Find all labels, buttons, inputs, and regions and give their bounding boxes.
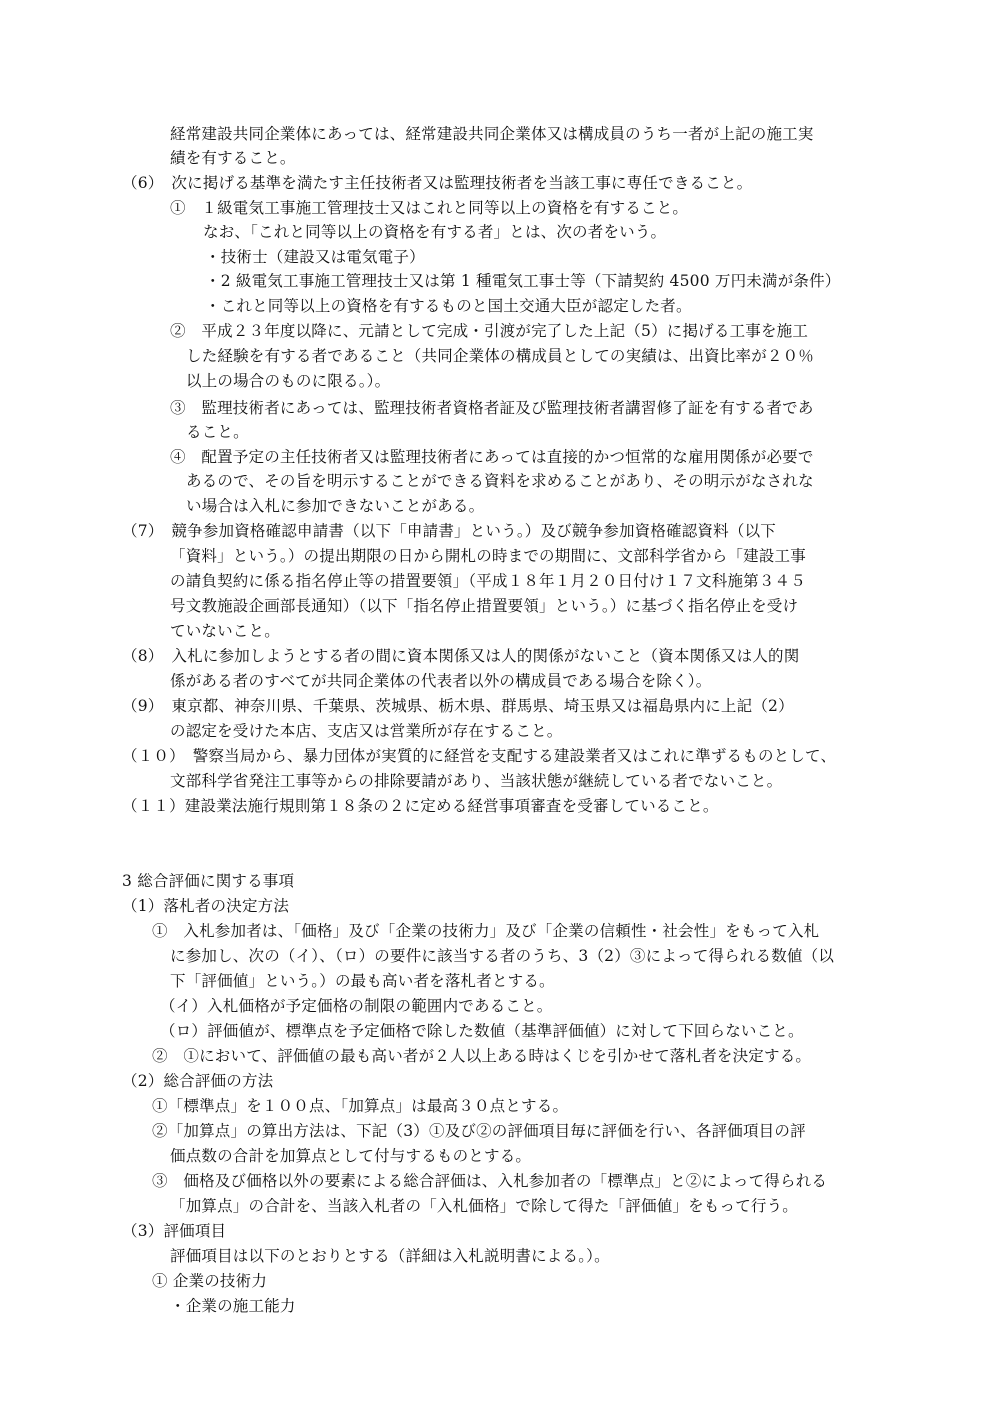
text-line: の認定を受けた本店、支店又は営業所が存在すること。	[170, 722, 563, 740]
text-line: に参加し、次の（イ）、（ロ）の要件に該当する者のうち、3（2）③によって得られる数値（以	[170, 947, 835, 965]
text-line: ②「加算点」の算出方法は、下記（3）①及び②の評価項目毎に評価を行い、各評価項目の評	[152, 1122, 806, 1140]
text-line: い場合は入札に参加できないことがある。	[186, 497, 485, 515]
text-line: 下「評価値」という。）の最も高い者を落札者とする。	[170, 972, 555, 990]
text-line: 「加算点」の合計を、当該入札者の「入札価格」で除して得た「評価値」をもって行う。	[170, 1197, 799, 1215]
item-heading: （6） 次に掲げる基準を満たす主任技術者又は監理技術者を当該工事に専任できること。	[122, 174, 753, 192]
text-line: 績を有すること。	[170, 149, 296, 167]
section-heading: 3 総合評価に関する事項	[122, 872, 295, 890]
text-line: ② 平成２３年度以降に、元請として完成・引渡が完了した上記（5）に掲げる工事を施工	[170, 322, 809, 340]
text-line: 以上の場合のものに限る。）。	[186, 372, 391, 390]
text-line: 経常建設共同企業体にあっては、経常建設共同企業体又は構成員のうち一者が上記の施工実	[170, 125, 814, 143]
text-line: ・2 級電気工事施工管理技士又は第 1 種電気工事士等（下請契約 4500 万円未満が条件）	[205, 272, 841, 290]
text-line: （イ）入札価格が予定価格の制限の範囲内であること。	[160, 997, 553, 1015]
text-line: ③ 監理技術者にあっては、監理技術者資格者証及び監理技術者講習修了証を有する者であ	[170, 399, 814, 417]
text-line: ③ 価格及び価格以外の要素による総合評価は、入札参加者の「標準点」と②によって得られる	[152, 1172, 828, 1190]
text-line: ・技術士（建設又は電気電子）	[205, 248, 425, 266]
text-line: の請負契約に係る指名停止等の措置要領」（平成１８年１月２０日付け１７文科施第３４５	[170, 572, 806, 590]
text-line: ること。	[186, 423, 249, 441]
item-heading: （8） 入札に参加しようとする者の間に資本関係又は人的関係がないこと（資本関係又は人的関	[122, 647, 800, 665]
text-line: ① 入札参加者は、「価格」及び「企業の技術力」及び「企業の信頼性・社会性」をもって入札	[152, 922, 820, 940]
item-heading: （１１）建設業法施行規則第１８条の２に定める経営事項審査を受審していること。	[122, 797, 719, 815]
text-line: した経験を有する者であること（共同企業体の構成員としての実績は、出資比率が２０％	[186, 347, 815, 365]
text-line: ていないこと。	[170, 622, 280, 640]
text-line: 号文教施設企画部長通知）（以下「指名停止措置要領」という。）に基づく指名停止を受け	[170, 597, 799, 615]
text-line: 「資料」という。）の提出期限の日から開札の時までの期間に、文部科学省から「建設工事	[170, 547, 806, 565]
subsection-heading: （3）評価項目	[122, 1222, 227, 1240]
item-heading: （9） 東京都、神奈川県、千葉県、茨城県、栃木県、群馬県、埼玉県又は福島県内に上記（2）	[122, 697, 794, 715]
text-line: 価点数の合計を加算点として付与するものとする。	[170, 1147, 532, 1165]
item-heading: （１０） 警察当局から、暴力団体が実質的に経営を支配する建設業者又はこれに準ずるものとして、	[122, 747, 837, 765]
subsection-heading: （2）総合評価の方法	[122, 1072, 274, 1090]
text-line: ④ 配置予定の主任技術者又は監理技術者にあっては直接的かつ恒常的な雇用関係が必要で	[170, 448, 814, 466]
item-heading: （7） 競争参加資格確認申請書（以下「申請書」という。）及び競争参加資格確認資料（以下	[122, 522, 776, 540]
text-line: ② ①において、評価値の最も高い者が２人以上ある時はくじを引かせて落札者を決定する。	[152, 1047, 812, 1065]
text-line: あるので、その旨を明示することができる資料を求めることがあり、その明示がなされな	[186, 472, 814, 490]
subsection-heading: （1）落札者の決定方法	[122, 897, 290, 915]
text-line: 文部科学省発注工事等からの排除要請があり、当該状態が継続している者でないこと。	[170, 772, 783, 790]
text-line: 評価項目は以下のとおりとする（詳細は入札説明書による。）。	[170, 1247, 610, 1265]
text-line: ・これと同等以上の資格を有するものと国土交通大臣が認定した者。	[205, 297, 692, 315]
text-line: なお、「これと同等以上の資格を有する者」とは、次の者をいう。	[203, 223, 667, 241]
text-line: 係がある者のすべてが共同企業体の代表者以外の構成員である場合を除く）。	[170, 672, 712, 690]
text-line: ① １級電気工事施工管理技士又はこれと同等以上の資格を有すること。	[170, 199, 689, 217]
text-line: ① 企業の技術力	[152, 1272, 268, 1290]
text-line: ・企業の施工能力	[170, 1297, 296, 1315]
text-line: ①「標準点」を１００点、「加算点」は最高３０点とする。	[152, 1097, 569, 1115]
text-line: （ロ）評価値が、標準点を予定価格で除した数値（基準評価値）に対して下回らないこと。	[160, 1022, 804, 1040]
